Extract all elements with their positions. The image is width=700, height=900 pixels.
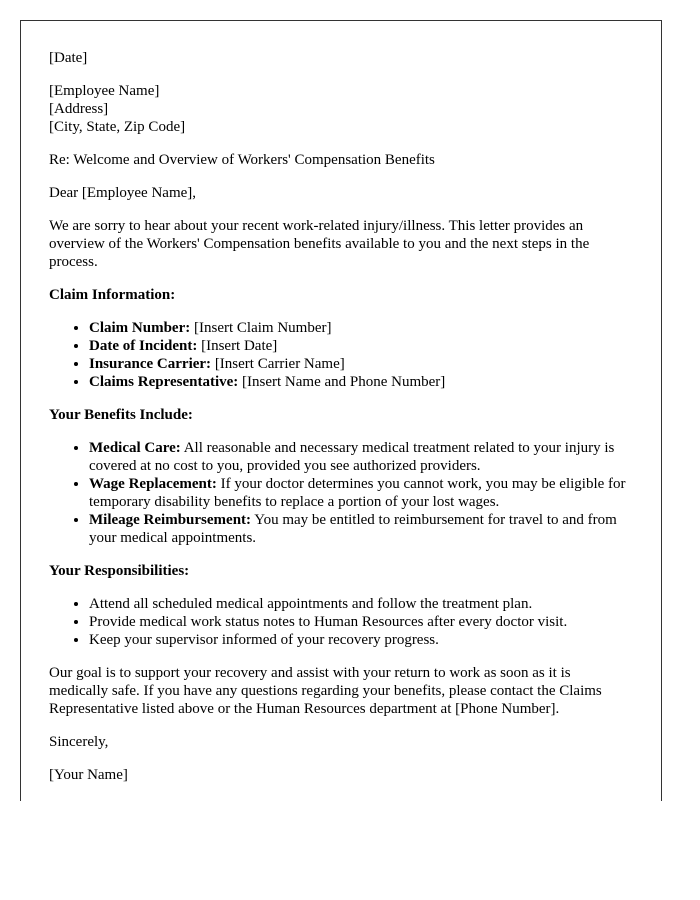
list-item: • Claim Number: [Insert Claim Number] <box>89 319 631 337</box>
claim-list <box>49 319 631 391</box>
benefits-heading: Your Benefits Include: <box>49 407 193 423</box>
list-item: • Date of Incident: [Insert Date] <box>89 337 631 355</box>
subject-line: Re: Welcome and Overview of Workers' Compensation Benefits <box>49 152 435 168</box>
recipient-name: [Employee Name] <box>49 83 160 99</box>
list-item: • Insurance Carrier: [Insert Carrier Name] <box>89 355 631 373</box>
date: [Date] <box>49 50 88 66</box>
salutation: Dear [Employee Name], <box>49 185 197 201</box>
closing-paragraph: Our goal is to support your recovery and assist with your return to work as soon as it is medically safe. If you have any questions regarding your benefits, please contact the Claims Representative listed above or the Human Resources department at [Phone Number]. <box>49 665 602 717</box>
list-item: • Provide medical work status notes to Human Resources after every doctor visit. <box>89 613 631 631</box>
list-item: • Claims Representative: [Insert Name and Phone Number] <box>89 373 631 391</box>
recipient-address <box>49 82 631 136</box>
recipient-city: [City, State, Zip Code] <box>49 119 186 135</box>
list-item: • Wage Replacement: If your doctor determines you cannot work, you may be eligible for temporary disability benefits to replace a portion of your lost wages. <box>89 475 631 511</box>
signature: [Your Name] <box>49 767 128 783</box>
list-item: • Attend all scheduled medical appointments and follow the treatment plan. <box>89 595 631 613</box>
responsibilities-list <box>49 595 631 649</box>
list-item: • Mileage Reimbursement: You may be entitled to reimbursement for travel to and from your medical appointments. <box>89 511 631 547</box>
claim-heading: Claim Information: <box>49 287 176 303</box>
benefits-list <box>49 439 631 547</box>
responsibilities-heading: Your Responsibilities: <box>49 563 190 579</box>
list-item: • Medical Care: All reasonable and necessary medical treatment related to your injury is covered at no cost to you, provided you see authorized providers. <box>89 439 631 475</box>
intro-paragraph: We are sorry to hear about your recent work-related injury/illness. This letter provides an overview of the Workers' Compensation benefits available to you and the next steps in the process. <box>49 218 590 270</box>
recipient-street: [Address] <box>49 101 109 117</box>
list-item: • Keep your supervisor informed of your recovery progress. <box>89 631 631 649</box>
signoff: Sincerely, <box>49 734 109 750</box>
letter <box>20 20 662 801</box>
